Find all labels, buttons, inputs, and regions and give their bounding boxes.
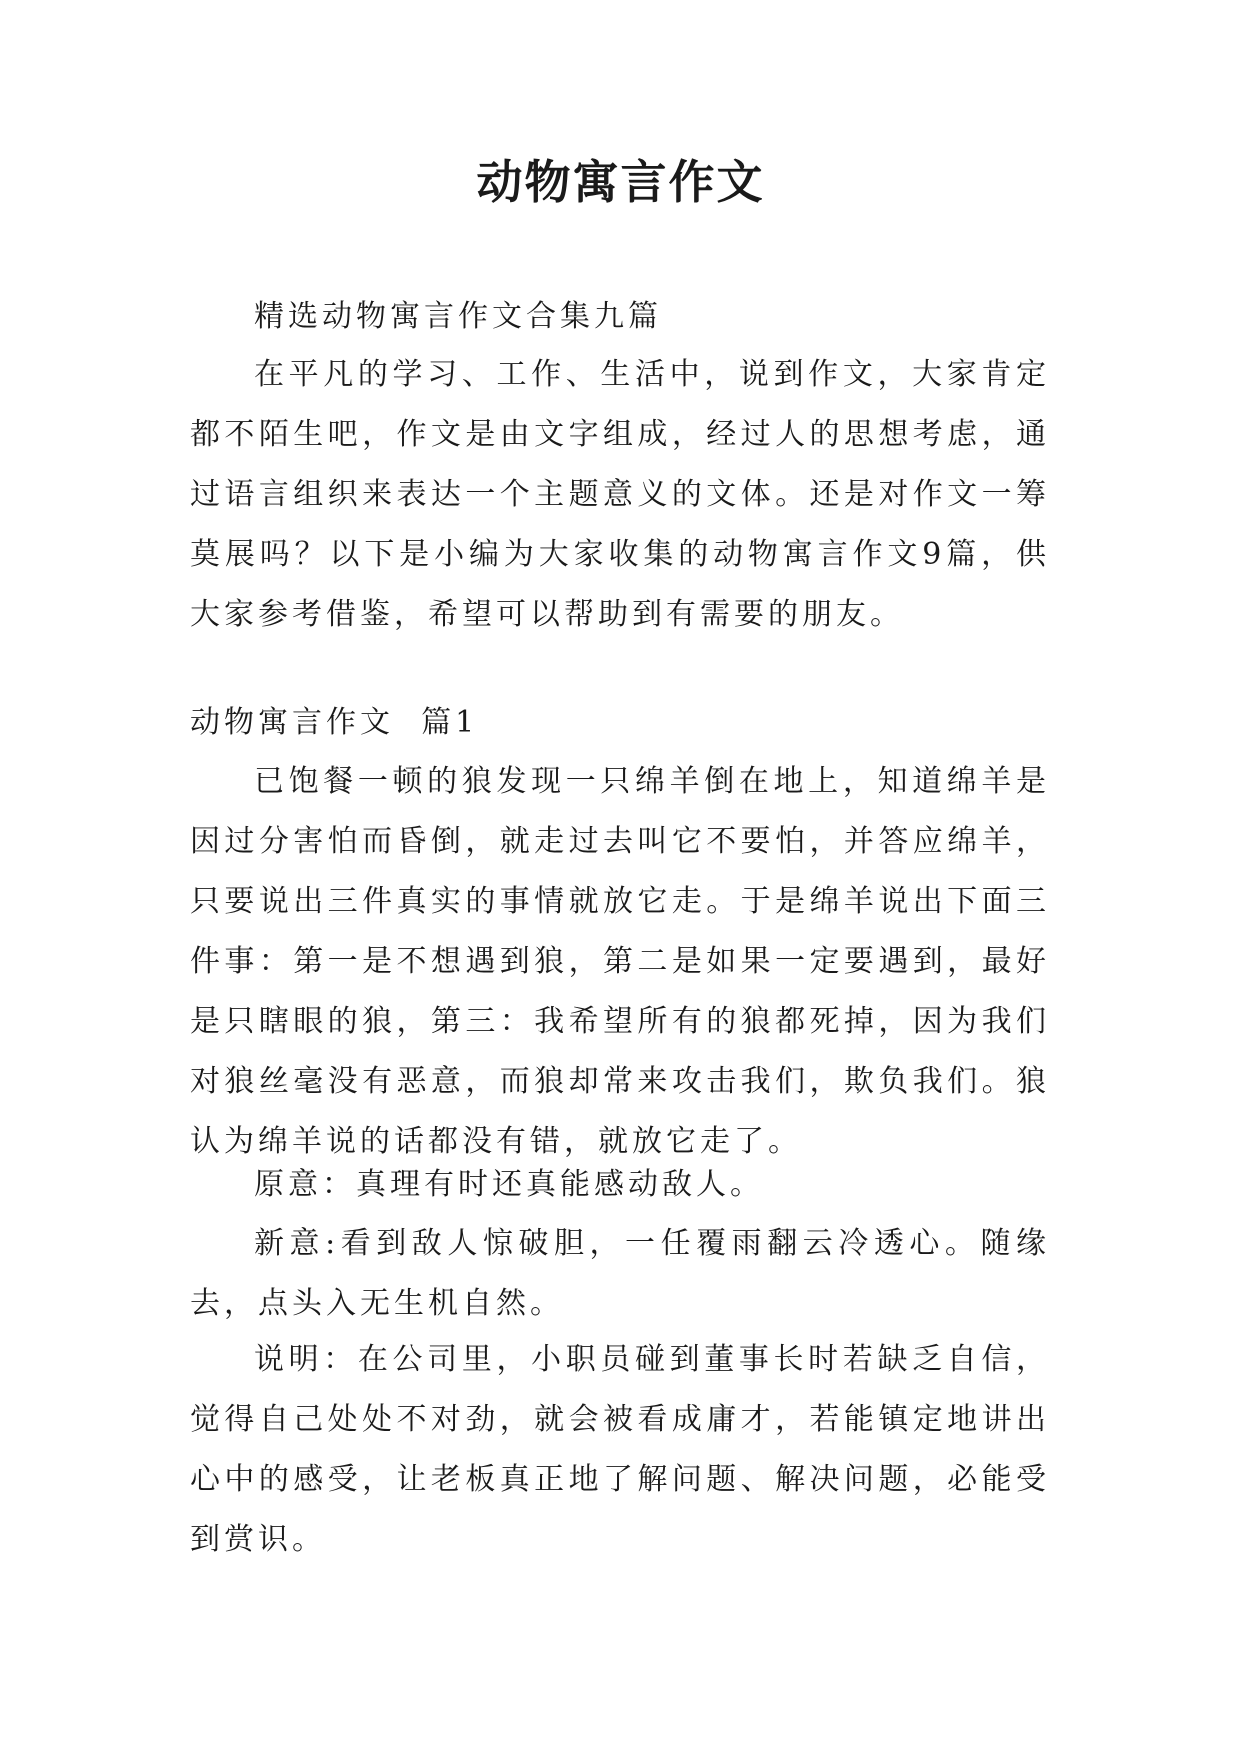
section-paragraph: 新意:看到敌人惊破胆，一任覆雨翻云冷透心。随缘去，点头入无生机自然。 bbox=[190, 1226, 1050, 1321]
intro-paragraph: 在平凡的学习、工作、生活中，说到作文，大家肯定都不陌生吧，作文是由文字组成，经过人的思想考虑，通过语言组织来表达一个主题意义的文体。还是对作文一筹莫展吗？以下是小编为大家收集的动物寓言作文9篇，供大家参考借鉴，希望可以帮助到有需要的朋友。 bbox=[190, 357, 1050, 632]
section-paragraph: 原意：真理有时还真能感动敌人。 bbox=[254, 1167, 764, 1202]
section-paragraph: 已饱餐一顿的狼发现一只绵羊倒在地上，知道绵羊是因过分害怕而昏倒，就走过去叫它不要怕，并答应绵羊，只要说出三件真实的事情就放它走。于是绵羊说出下面三件事：第一是不想遇到狼，第二是如果一定要遇到，最好是只瞎眼的狼，第三：我希望所有的狼都死掉，因为我们对狼丝毫没有恶意，而狼却常来攻击我们，欺负我们。狼认为绵羊说的话都没有错，就放它走了。 bbox=[190, 764, 1050, 1159]
document-title: 动物寓言作文 bbox=[476, 155, 765, 209]
section-paragraph: 说明：在公司里，小职员碰到董事长时若缺乏自信，觉得自己处处不对劲，就会被看成庸才，若能镇定地讲出心中的感受，让老板真正地了解问题、解决问题，必能受到赏识。 bbox=[190, 1342, 1050, 1557]
document-subtitle: 精选动物寓言作文合集九篇 bbox=[254, 299, 662, 334]
section-heading: 动物寓言作文 篇1 bbox=[190, 705, 479, 740]
